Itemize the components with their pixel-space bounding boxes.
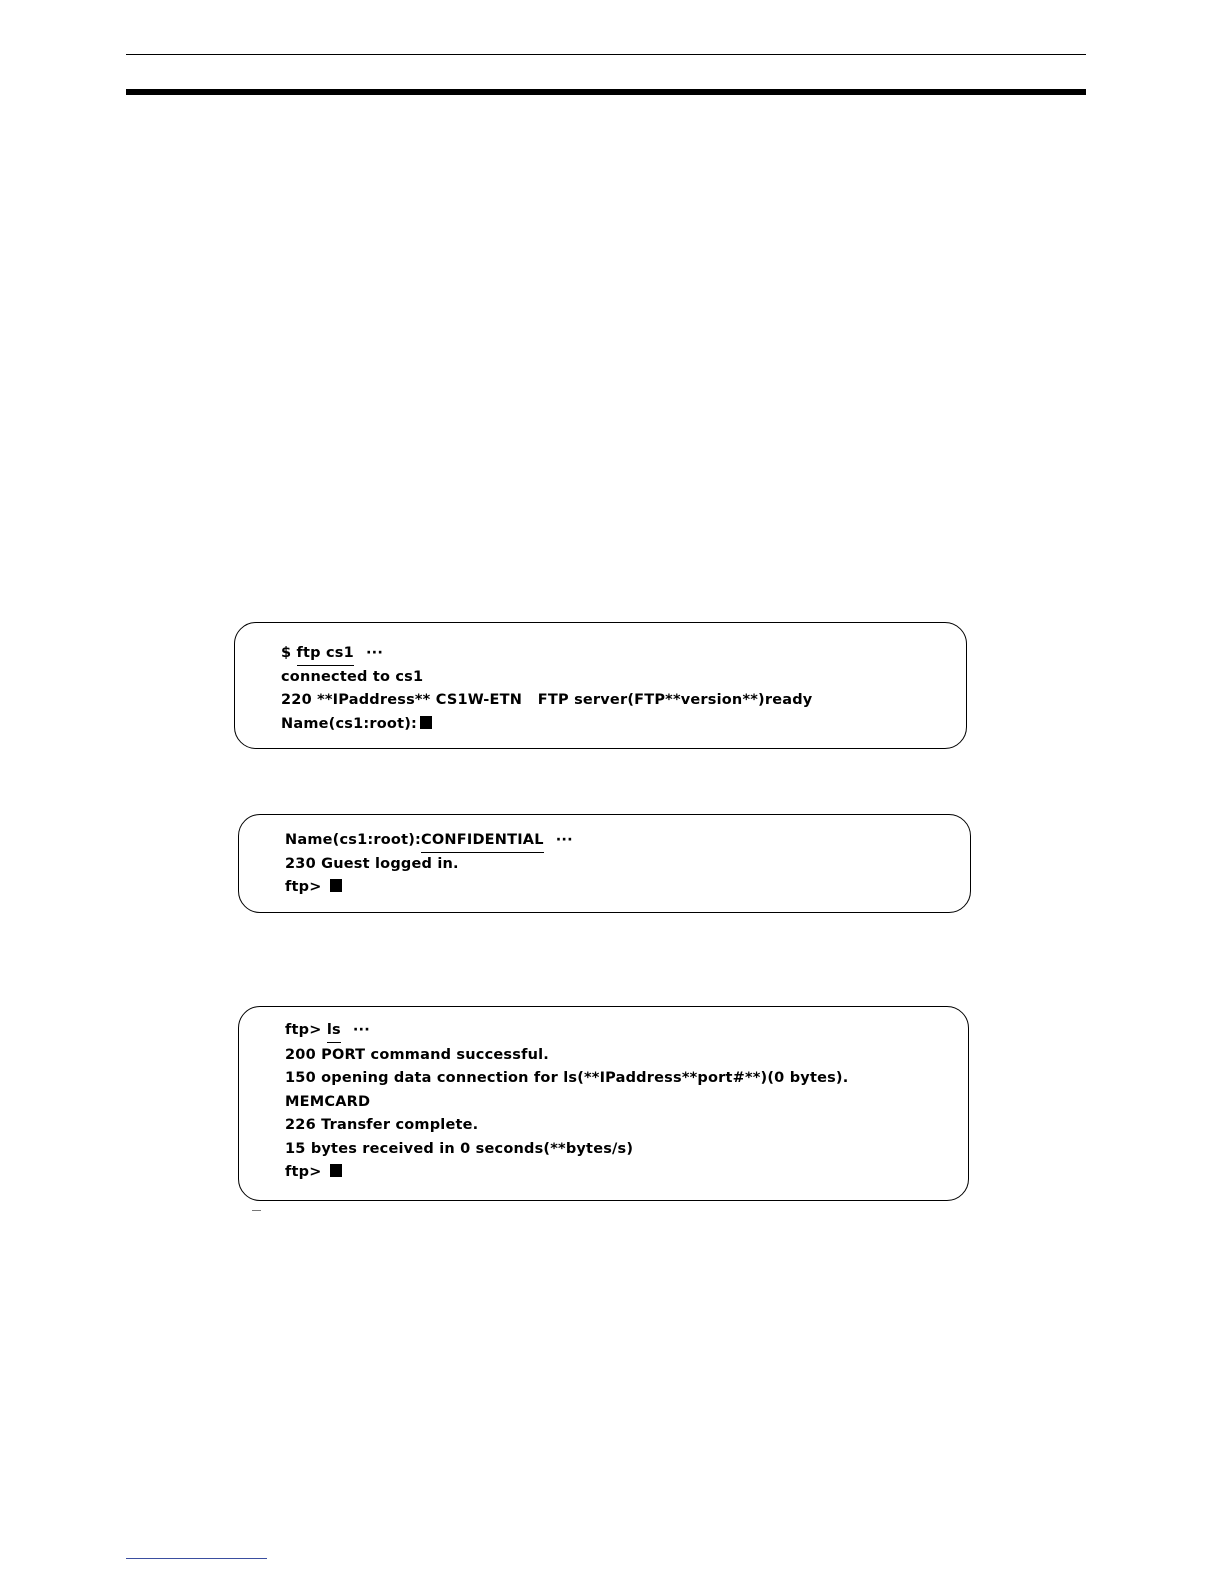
cursor-block-icon xyxy=(420,716,432,729)
footer-rule xyxy=(126,1558,267,1559)
header-rule-thick xyxy=(126,89,1086,95)
typed-command: ftp cs1 xyxy=(297,644,354,666)
prompt: ftp> xyxy=(285,1164,327,1180)
stray-mark xyxy=(252,1210,261,1211)
output-line: 230 Guest logged in. xyxy=(285,856,459,872)
output-line: 15 bytes received in 0 seconds(**bytes/s) xyxy=(285,1141,634,1157)
enter-marker: ··· xyxy=(555,832,573,848)
prompt: ftp> xyxy=(285,879,327,895)
terminal-screen-ftp-connect xyxy=(234,622,967,749)
cursor-block-icon xyxy=(330,1164,342,1177)
output-line: 226 Transfer complete. xyxy=(285,1117,479,1133)
typed-command: ls xyxy=(327,1021,341,1043)
cursor-block-icon xyxy=(330,879,342,892)
typed-command: CONFIDENTIAL xyxy=(421,831,544,853)
output-line: connected to cs1 xyxy=(281,669,424,685)
terminal-screen-login xyxy=(238,814,971,913)
output-line: 220 **IPaddress** CS1W-ETN FTP server(FTP**version**)ready xyxy=(281,692,813,708)
prompt-line xyxy=(285,1163,342,1181)
prompt: Name(cs1:root): xyxy=(285,832,422,848)
prompt: $ xyxy=(281,645,297,661)
header-rule-thin xyxy=(126,54,1086,55)
prompt: ftp> xyxy=(285,1022,327,1038)
command-line xyxy=(281,644,383,666)
terminal-screen-ls xyxy=(238,1006,969,1201)
output-line: 200 PORT command successful. xyxy=(285,1047,549,1063)
enter-marker: ··· xyxy=(365,645,384,661)
prompt-line xyxy=(285,878,342,896)
output-line: MEMCARD xyxy=(285,1094,371,1110)
command-line xyxy=(285,831,573,853)
prompt: Name(cs1:root): xyxy=(281,716,418,732)
output-line: 150 opening data connection for ls(**IPaddress**port#**)(0 bytes). xyxy=(285,1070,849,1086)
command-line xyxy=(285,1021,370,1043)
prompt-line xyxy=(281,715,432,733)
enter-marker: ··· xyxy=(352,1022,370,1038)
